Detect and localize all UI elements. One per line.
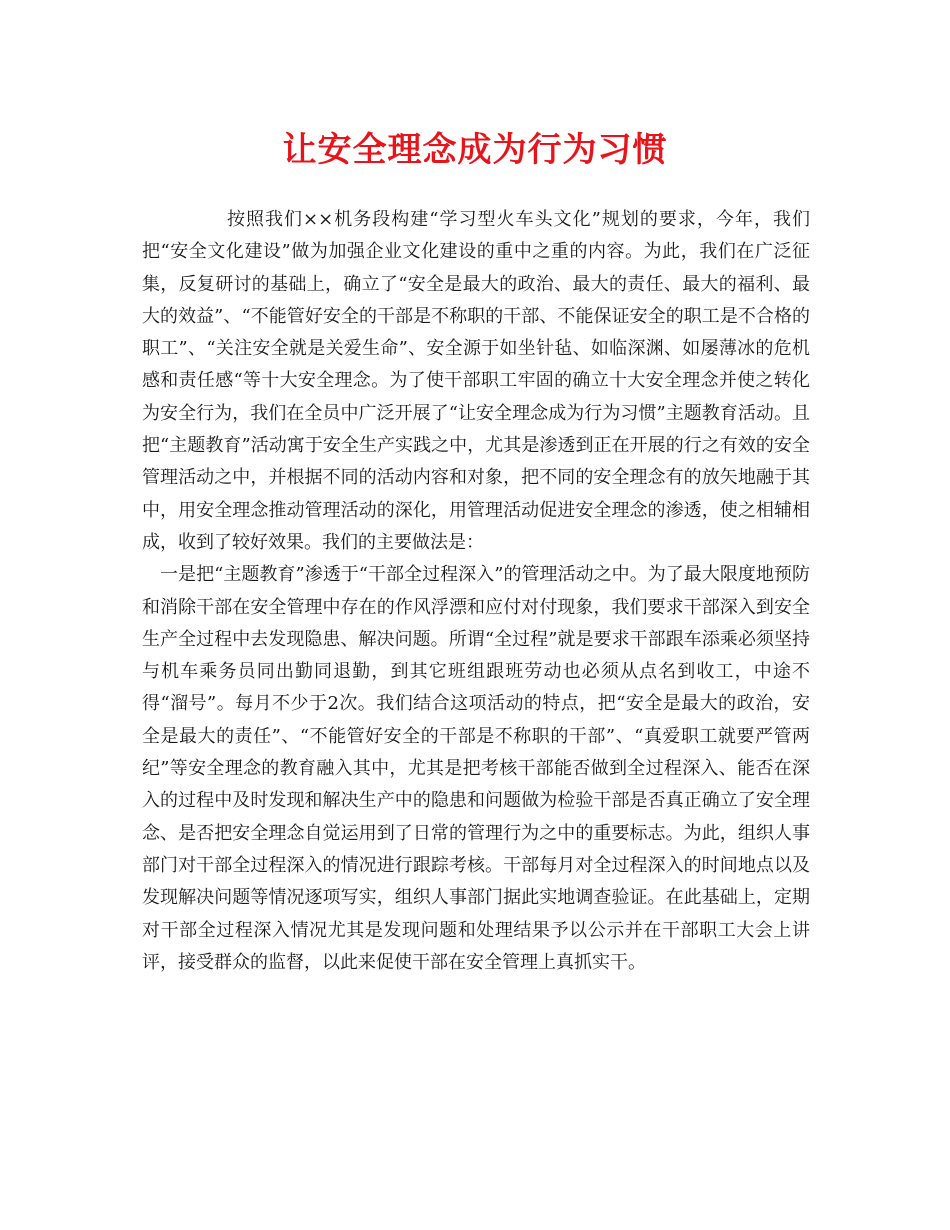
document-title: 让安全理念成为行为习惯 — [282, 130, 668, 170]
paragraph-intro: 按照我们××机务段构建“学习型火车头文化”规划的要求，今年，我们把“安全文化建设”做为加强企业文化建设的重中之重的内容。为此，我们在广泛征集，反复研讨的基础上，确立了“安全是最大的政治、最大的责任、最大的福利、最大的效益”、“不能管好安全的干部是不称职的干部、不能保证安全的职工是不合格的职工”、“关注安全就是关爱生命”、安全源于如坐针毡、如临深渊、如屡薄冰的危机感和责任感“等十大安全理念。为了使干部职工牢固的确立十大安全理念并使之转化为安全行为，我们在全员中广泛开展了“让安全理念成为行为习惯”主题教育活动。且把“主题教育”活动寓于安全生产实践之中，尤其是渗透到正在开展的行之有效的安全管理活动之中，并根据不同的活动内容和对象，把不同的安全理念有的放矢地融于其中，用安全理念推动管理活动的深化，用管理活动促进安全理念的渗透，使之相辅相成，收到了较好效果。我们的主要做法是： — [142, 209, 810, 553]
document-body — [142, 204, 810, 979]
paragraph-method-one: 一是把“主题教育”渗透于“干部全过程深入”的管理活动之中。为了最大限度地预防和消除干部在安全管理中存在的作风浮漂和应付对付现象，我们要求干部深入到安全生产全过程中去发现隐患、解决问题。所谓“全过程”就是要求干部跟车添乘必须坚持与机车乘务员同出勤同退勤，到其它班组跟班劳动也必须从点名到收工，中途不得“溜号”。每月不少于2次。我们结合这项活动的特点，把“安全是最大的政治，安全是最大的责任”、“不能管好安全的干部是不称职的干部”、“真爱职工就要严管两纪”等安全理念的教育融入其中，尤其是把考核干部能否做到全过程深入、能否在深入的过程中及时发现和解决生产中的隐患和问题做为检验干部是否真正确立了安全理念、是否把安全理念自觉运用到了日常的管理行为之中的重要标志。为此，组织人事部门对干部全过程深入的情况进行跟踪考核。干部每月对全过程深入的时间地点以及发现解决问题等情况逐项写实，组织人事部门据此实地调查验证。在此基础上，定期对干部全过程深入情况尤其是发现问题和处理结果予以公示并在干部职工大会上讲评，接受群众的监督，以此来促使干部在安全管理上真抓实干。 — [142, 564, 810, 973]
